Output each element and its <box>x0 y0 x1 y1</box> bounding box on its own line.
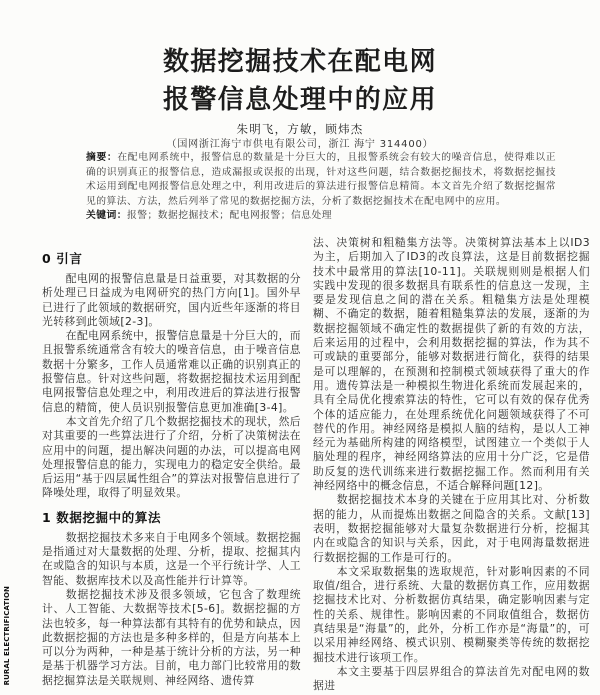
left-column <box>42 250 301 695</box>
abstract-text: 在配电网系统中，报警信息的数量是十分巨大的，且报警系统会有较大的噪音信息，使得难以正确的识别真正的报警信息，造成漏报或误报的出现，针对这些问题，结合数据挖掘技术，将数据挖掘技术运用到配电网报警信息处理之中，利用改进后的算法进行报警信息精简。本文首先介绍了数据挖掘常见的算法、方法，然后列举了常见的数据挖掘方法，分析了数据挖掘技术在配电网中的应用。 <box>86 152 556 207</box>
paragraph: 本文主要基于四层界组合的算法首先对配电网的数据进 <box>313 664 590 693</box>
keywords <box>86 209 556 224</box>
keywords-label: 关键词： <box>86 210 127 221</box>
paragraph: 数据挖掘技术多来自于电网多个领域。数据挖掘是指通过对大量数据的处理、分析，提取、挖掘其内在或隐含的知识与本质，这是一个平行统计学、人工智能、数据库技术以及高性能并行计算等。 <box>42 530 301 587</box>
right-column <box>313 236 590 695</box>
section-heading-introduction: 0 引言 <box>42 251 83 266</box>
paragraph: 配电网的报警信息量是日益重要，对其数据的分析处理已日益成为电网研究的热门方向[1]。国外早已进行了此领域的数据研究，国内近些年逐渐的将目光转移到此领域[2-3]。 <box>42 272 301 328</box>
paragraph: 数据挖掘技术涉及很多领域，它包含了数理统计、人工智能、大数据等技术[5-6]。数据挖掘的方法也较多，每一种算法都有其特有的优势和缺点，因此数据挖掘的方法也是多种多样的，但是方向基本上可以分为两种，一种是基于统计分析的方法，另一种是基于机器学习方法。目前，电力部门比较常用的数据挖掘算法是关联规则、神经网络、遗传算 <box>42 587 301 687</box>
paragraph: 数据挖掘技术本身的关键在于应用其比对、分析数据的能力，从而提炼出数据之间隐含的关系。文献[13]表明，数据挖掘能够对大量复杂数据进行分析，挖掘其内在或隐含的知识与关系，因此，对于电网海量数据进行数据挖掘的工作是可行的。 <box>313 493 590 564</box>
paragraph-continuation: 法、决策树和粗糙集方法等。决策树算法基本上以ID3为主，后期加入了ID3的改良算法，这是目前数据挖掘技术中最常用的算法[10-11]。关联规则则是根据人们实践中发现的很多数据具有联系性的信息这一发现，主要是发现信息之间的潜在关系。粗糙集方法是处理模糊、不确定的数据，随着粗糙集算法的发展，逐渐的为数据挖掘领域不确定性的数据提供了新的有效的方法，后来运用的过程中，会利用数据挖掘的算法，作为其不可或缺的重要部分，能够对数据进行简化，获得的结果是可以理解的，在预测和控制模式领域获得了重大的作用。遗传算法是一种模拟生物进化系统而发展起来的，具有全局优化搜索算法的特性，它可以有效的保存优秀个体的适应能力，在处理系统优化问题领域获得了不可替代的作用。神经网络是模拟人脑的结构，是以人工神经元为基础所构建的网络模型，试图建立一个类似于人脑处理的程序，神经网络算法的应用十分广泛，它是借助反复的迭代训练来进行数据挖掘工作。然而利用有关神经网络中的概念信息，不适合解释问题[12]。 <box>313 236 590 493</box>
abstract-label: 摘要： <box>86 152 118 163</box>
title-line-2: 报警信息处理中的应用 <box>162 85 437 115</box>
paragraph: 本文采取数据集的选取规范，针对影响因素的不同取值/组合，进行系统、大量的数据仿真工作，应用数据挖掘技术比对、分析数据仿真结果，确定影响因素与定性的关系、规律性。影响因素的不同取值组合，数据仿真结果是“海量”的，此外，分析工作亦是“海量”的，可以采用神经网络、模式识别、模糊聚类等传统的数据挖掘技术进行该项工作。 <box>313 564 590 664</box>
keywords-text: 报警；数据挖掘技术；配电网报警；信息处理 <box>127 210 332 221</box>
affiliation: （国网浙江海宁市供电有限公司，浙江 海宁 314400） <box>166 139 434 150</box>
paragraph: 本文首先介绍了几个数据挖掘技术的现状，然后对其重要的一些算法进行了介绍，分析了决策树法在应用中的问题，提出解决问题的办法，可以提高电网处理报警信息的能力，实现电力的稳定安全供给。最后运用“基于四层属性组合”的算法对报警信息进行了降噪处理，取得了明显效果。 <box>42 414 301 500</box>
paper-title <box>0 43 600 119</box>
title-line-1: 数据挖掘技术在配电网 <box>162 47 437 77</box>
authors: 朱明飞，方敏，顾炜杰 <box>236 122 364 136</box>
section-heading-algorithms: 1 数据挖掘中的算法 <box>42 509 162 525</box>
abstract <box>86 151 556 209</box>
paragraph: 在配电网系统中，报警信息量是十分巨大的，而且报警系统通常含有较大的噪音信息，由于噪音信息数据十分繁多，工作人员通常难以正确的识别真正的报警信息。针对这些问题，将数据挖掘技术运用到配电网报警信息处理之中，利用改进后的算法进行报警信息的精简，使人员识别报警信息更加准确[3-4]。 <box>42 329 301 414</box>
abstract-block <box>86 151 556 224</box>
journal-margin-label: RURAL ELECTRIFICATION <box>3 586 11 686</box>
